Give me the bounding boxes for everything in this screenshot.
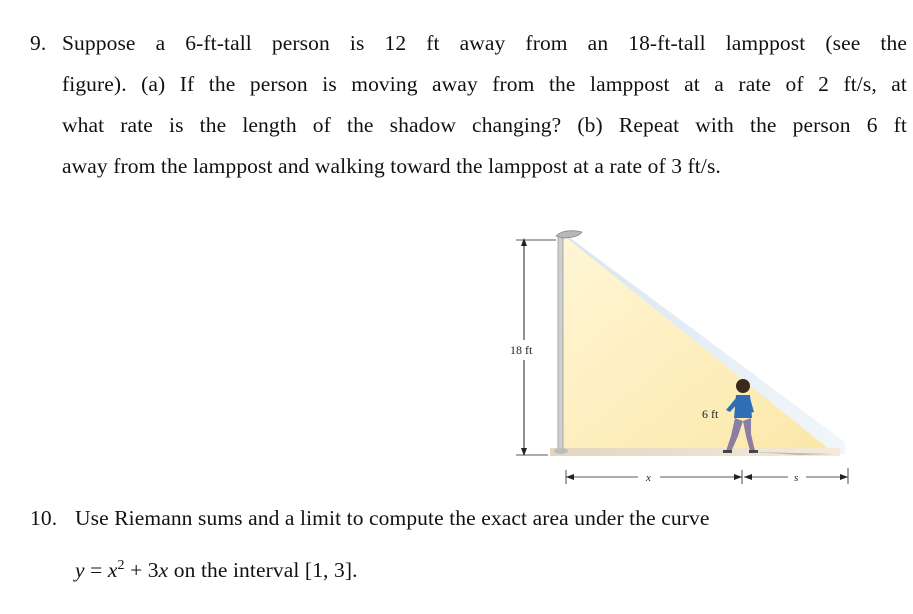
problem-10-line-1: Use Riemann sums and a limit to compute the exact area under the curve bbox=[75, 506, 710, 530]
lamppost-head bbox=[556, 231, 582, 238]
eq-y: y bbox=[75, 558, 85, 583]
problem-9-line-2: figure). (a) If the person is moving away from the lamppost at a rate of 2 ft/s, at bbox=[62, 72, 907, 96]
eq-plus-3: + 3 bbox=[124, 558, 159, 583]
person-height-label: 6 ft bbox=[702, 407, 719, 421]
problem-10-number: 10. bbox=[30, 506, 58, 530]
problem-10-equation-line bbox=[75, 558, 358, 583]
eq-interval: on the interval [1, 3]. bbox=[168, 558, 358, 583]
eq-equals: = bbox=[84, 558, 108, 583]
distance-dimension bbox=[566, 468, 848, 484]
problem-9-number: 9. bbox=[30, 31, 47, 55]
ground bbox=[550, 448, 840, 456]
lamppost-pole bbox=[558, 236, 563, 452]
problem-9-line-1: Suppose a 6-ft-tall person is 12 ft away from an 18-ft-tall lamppost (see the bbox=[62, 31, 907, 55]
problem-9-line-3: what rate is the length of the shadow changing? (b) Repeat with the person 6 ft bbox=[62, 113, 907, 137]
lamppost-base bbox=[554, 448, 568, 454]
height-arrow-top bbox=[521, 238, 527, 246]
eq-x2: x bbox=[158, 558, 169, 583]
lamppost-height-label: 18 ft bbox=[510, 343, 533, 357]
eq-x: x bbox=[107, 558, 118, 583]
lamppost-shadow-figure bbox=[500, 222, 865, 492]
eq-exponent: 2 bbox=[117, 558, 125, 573]
s-shadow-label: s bbox=[794, 472, 799, 484]
problem-9-line-4: away from the lamppost and walking toward the lamppost at a rate of 3 ft/s. bbox=[62, 154, 721, 178]
x-distance-label: x bbox=[646, 472, 651, 484]
